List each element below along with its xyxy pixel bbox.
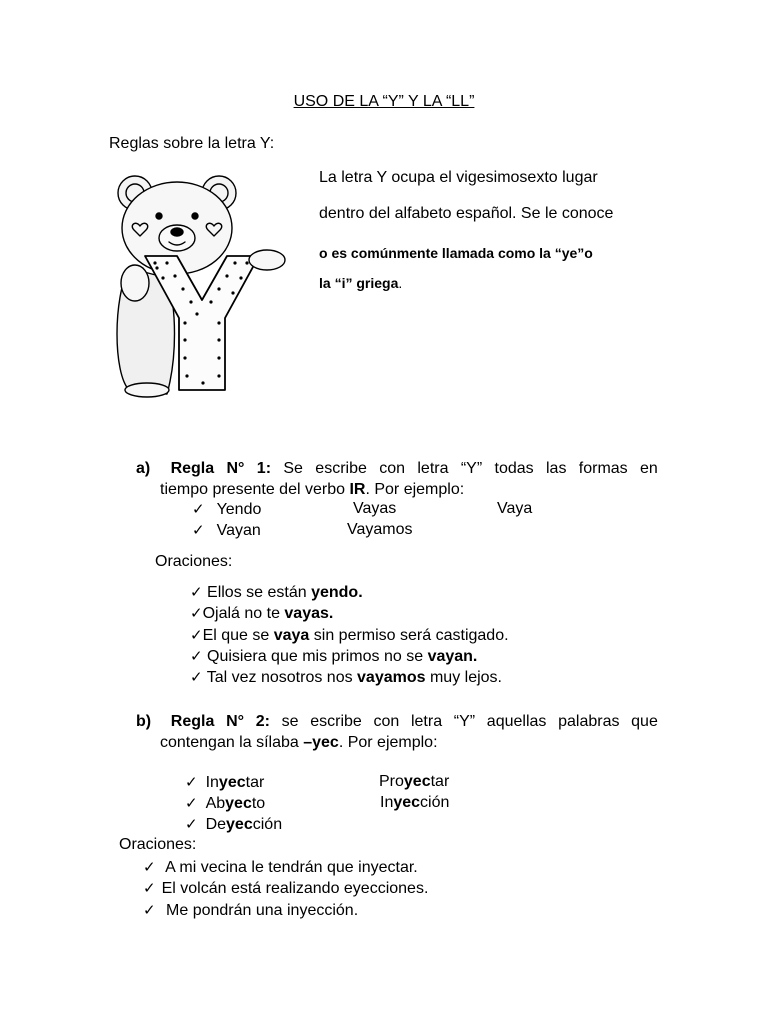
sentence-keyword: vayas. xyxy=(284,605,334,622)
checkmark-icon: ✓ xyxy=(190,627,203,644)
sentence-keyword: vayan. xyxy=(427,648,478,665)
checkmark-icon: ✓ xyxy=(143,902,156,919)
rule-a-cont-end: . Por ejemplo: xyxy=(365,481,465,498)
sentence-keyword: yendo. xyxy=(311,584,363,601)
sentence-text: Ellos se están xyxy=(202,584,312,601)
example-row-3 xyxy=(185,815,282,834)
intro-line-4 xyxy=(319,275,402,291)
example-item xyxy=(380,794,449,812)
example-pre: In xyxy=(380,794,394,811)
sentence xyxy=(190,668,502,687)
checkmark-icon: ✓ xyxy=(190,669,203,686)
rule-word: escribe xyxy=(310,713,362,730)
checkmark-icon: ✓ xyxy=(185,774,198,791)
sentence-keyword: vayamos xyxy=(357,669,426,686)
rule-word: palabras xyxy=(558,713,620,730)
example-syllable: yec xyxy=(226,816,253,833)
rule-a xyxy=(136,458,658,500)
example-item: Vayan xyxy=(216,522,261,539)
rule-word: todas xyxy=(494,460,534,477)
rule-word: con xyxy=(373,713,400,730)
oraciones-heading: Oraciones: xyxy=(155,553,233,570)
example-post: tar xyxy=(430,773,450,790)
example-pre: Pro xyxy=(379,773,404,790)
rule-b-cont-text: contengan la sílaba xyxy=(160,734,304,751)
sentence-rest: sin permiso será castigado. xyxy=(309,627,509,644)
example-post: ción xyxy=(420,794,450,811)
sentence-text: Ojalá no te xyxy=(202,605,285,622)
sentence-text: El que se xyxy=(202,627,274,644)
example-item: Vayamos xyxy=(347,521,413,538)
example-post: ción xyxy=(252,816,283,833)
example-pre: Ab xyxy=(205,795,226,812)
rule-a-first-line xyxy=(136,458,658,479)
sentence-text: Tal vez nosotros nos xyxy=(202,669,358,686)
checkmark-icon: ✓ xyxy=(190,605,203,622)
sentence-rest: muy lejos. xyxy=(425,669,502,686)
example-syllable: yec xyxy=(225,795,252,812)
sentence xyxy=(190,583,363,602)
example-item: Vaya xyxy=(497,500,533,517)
checkmark-icon: ✓ xyxy=(192,501,205,518)
rule-word: Regla xyxy=(170,460,215,477)
page-title: USO DE LA “Y” Y LA “LL” xyxy=(293,93,475,110)
sentence-text: El volcán está realizando eyecciones. xyxy=(161,880,429,897)
rule-b-cont-end: . Por ejemplo: xyxy=(338,734,438,751)
sentence-text: A mi vecina le tendrán que inyectar. xyxy=(161,859,418,876)
example-pre: De xyxy=(205,816,227,833)
sentence xyxy=(143,879,428,898)
rule-b-continuation xyxy=(136,732,658,753)
sentence xyxy=(143,858,418,877)
rule-word: Regla xyxy=(170,713,215,730)
rule-word: 2: xyxy=(255,713,270,730)
sentence xyxy=(143,901,358,920)
example-syllable: yec xyxy=(403,773,431,790)
rule-word: N° xyxy=(226,460,245,477)
example-row-1 xyxy=(185,773,264,792)
example-syllable: yec xyxy=(218,774,246,791)
rule-word: formas xyxy=(578,460,628,477)
sentence-text: Quisiera que mis primos no se xyxy=(202,648,428,665)
intro-line-1: La letra Y ocupa el vigesimosexto lugar xyxy=(319,169,598,186)
sentence-text: Me pondrán una inyección. xyxy=(161,902,359,919)
rule-word: en xyxy=(640,460,658,477)
example-item: Vayas xyxy=(353,500,397,517)
rule-b-first-line xyxy=(136,711,658,732)
rule-word: “Y” xyxy=(460,460,483,477)
intro-line-4-end: . xyxy=(398,275,403,291)
example-pre: In xyxy=(205,774,219,791)
rule-a-continuation xyxy=(136,479,658,500)
rule-b xyxy=(136,711,658,753)
sentence xyxy=(190,604,333,623)
intro-line-4-text: la “i” griega xyxy=(319,275,399,291)
rule-a-cont-text: tiempo presente del verbo xyxy=(160,481,350,498)
section-subtitle: Reglas sobre la letra Y: xyxy=(109,135,275,152)
rule-word: escribe xyxy=(315,460,367,477)
intro-line-3: o es comúnmente llamada como la “ye”o xyxy=(319,245,593,261)
rule-word: con xyxy=(379,460,406,477)
rule-word: se xyxy=(281,713,299,730)
rule-word: letra xyxy=(410,713,443,730)
checkmark-icon: ✓ xyxy=(143,859,156,876)
example-post: to xyxy=(251,795,266,812)
rule-word: aquellas xyxy=(486,713,547,730)
sentence-keyword: vaya xyxy=(273,627,310,644)
rule-a-verb: IR xyxy=(349,481,366,498)
intro-line-2: dentro del alfabeto español. Se le conoce xyxy=(319,205,614,222)
sentence xyxy=(190,626,509,645)
bear-letter-y-illustration xyxy=(107,168,297,400)
checkmark-icon: ✓ xyxy=(192,522,205,539)
example-item: Yendo xyxy=(216,501,262,518)
rule-word: las xyxy=(545,460,567,477)
example-post: tar xyxy=(245,774,265,791)
checkmark-icon: ✓ xyxy=(185,816,198,833)
example-row-2 xyxy=(192,521,261,540)
checkmark-icon: ✓ xyxy=(190,648,203,665)
rule-letter: b) xyxy=(136,713,152,730)
rule-word: 1: xyxy=(256,460,272,477)
sentence xyxy=(190,647,477,666)
example-row-2 xyxy=(185,794,265,813)
rule-b-syllable: –yec xyxy=(303,734,339,751)
example-row-1 xyxy=(192,500,261,519)
checkmark-icon: ✓ xyxy=(185,795,198,812)
oraciones-heading: Oraciones: xyxy=(119,836,197,853)
example-item xyxy=(379,773,449,791)
rule-letter: a) xyxy=(136,460,151,477)
rule-word: Se xyxy=(283,460,303,477)
checkmark-icon: ✓ xyxy=(190,584,203,601)
rule-word: N° xyxy=(226,713,245,730)
rule-word: que xyxy=(631,713,658,730)
rule-word: letra xyxy=(417,460,449,477)
rule-word: “Y” xyxy=(453,713,476,730)
checkmark-icon: ✓ xyxy=(143,880,156,897)
example-syllable: yec xyxy=(393,794,421,811)
